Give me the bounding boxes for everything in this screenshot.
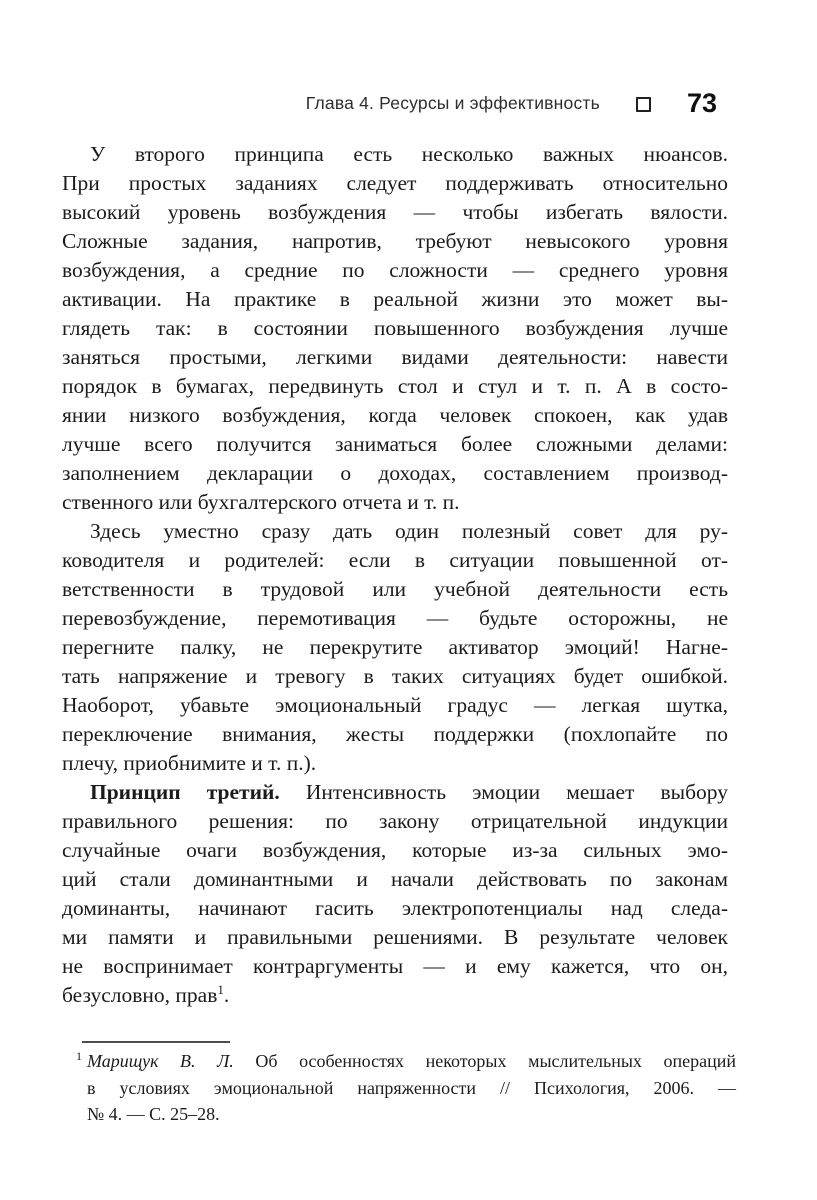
text-line: ций стали доминантными и начали действовать по законам	[62, 867, 728, 891]
text-line: заполнением декларации о доходах, составлением производ-	[62, 461, 728, 485]
text-line: янии низкого возбуждения, когда человек спокоен, как удав	[62, 403, 728, 427]
text-line: заняться простыми, легкими видами деятельности: навести	[62, 345, 728, 369]
paragraph-3	[62, 778, 728, 1010]
text-segment: Интенсивность эмоции мешает выбору	[305, 780, 729, 804]
footnote-reference: 1	[217, 981, 224, 997]
text-segment: безусловно, прав	[62, 983, 218, 1007]
text-segment: Об особенностях некоторых мыслительных операций	[255, 1051, 737, 1071]
text-line: переключение внимания, жесты поддержки (похлопайте по	[62, 722, 728, 746]
text-line: плечу, приобнимите и т. п.).	[62, 751, 317, 775]
text-line: ветственности в трудовой или учебной деятельности есть	[62, 577, 728, 601]
text-line: тать напряжение и тревогу в таких ситуациях будет ошибкой.	[62, 664, 728, 688]
text-line	[62, 778, 728, 807]
paragraph-1	[62, 140, 728, 517]
text-line: ководителя и родителей: если в ситуации повышенной от-	[62, 548, 728, 572]
text-line: правильного решения: по закону отрицательной индукции	[62, 809, 728, 833]
text-line	[62, 981, 728, 1010]
text-line: доминанты, начинают гасить электропотенциалы над следа-	[62, 896, 728, 920]
text-line: высокий уровень возбуждения — чтобы избегать вялости.	[62, 200, 728, 224]
paragraph-2	[62, 517, 728, 778]
footnote-author: Марищук В. Л.	[87, 1051, 234, 1071]
text-line: У второго принципа есть несколько важных нюансов.	[90, 142, 728, 166]
run-in-heading: Принцип третий.	[90, 780, 280, 804]
text-line: лучше всего получится заниматься более сложными делами:	[62, 432, 728, 456]
text-line: ми памяти и правильными решениями. В результате человек	[62, 925, 728, 949]
text-line: перевозбуждение, перемотивация — будьте осторожны, не	[62, 606, 728, 630]
footnote	[76, 1048, 737, 1128]
text-line: При простых заданиях следует поддерживать относительно	[62, 171, 728, 195]
text-line: порядок в бумагах, передвинуть стол и стул и т. п. А в состо-	[62, 374, 728, 398]
text-segment: .	[223, 983, 230, 1007]
page-number: 73	[686, 88, 717, 118]
text-line: случайные очаги возбуждения, которые из-за сильных эмо-	[62, 838, 728, 862]
footnote-separator	[82, 1041, 230, 1043]
text-line: не воспринимает контраргументы — и ему кажется, что он,	[62, 954, 728, 978]
chapter-title: Глава 4. Ресурсы и эффективность	[305, 93, 600, 113]
text-line: возбуждения, а средние по сложности — среднего уровня	[62, 258, 728, 282]
body-text	[62, 140, 728, 1010]
square-marker-icon	[636, 97, 651, 112]
running-head	[0, 88, 717, 119]
footnote-line	[76, 1048, 737, 1075]
footnote-marker: 1	[76, 1049, 82, 1063]
footnote-line: в условиях эмоциональной напряженности // Психология, 2006. —	[87, 1077, 736, 1098]
text-line: ственного или бухгалтерского отчета и т. п.	[62, 490, 460, 514]
text-line: Здесь уместно сразу дать один полезный совет для ру-	[90, 519, 728, 543]
text-line: Сложные задания, напротив, требуют невысокого уровня	[62, 229, 728, 253]
text-line: активации. На практике в реальной жизни это может вы-	[62, 287, 728, 311]
text-line: перегните палку, не перекрутите активатор эмоций! Нагне-	[62, 635, 728, 659]
text-line: Наоборот, убавьте эмоциональный градус — легкая шутка,	[62, 693, 728, 717]
footnote-line: № 4. — С. 25–28.	[87, 1104, 220, 1124]
text-line: глядеть так: в состоянии повышенного возбуждения лучше	[62, 316, 728, 340]
